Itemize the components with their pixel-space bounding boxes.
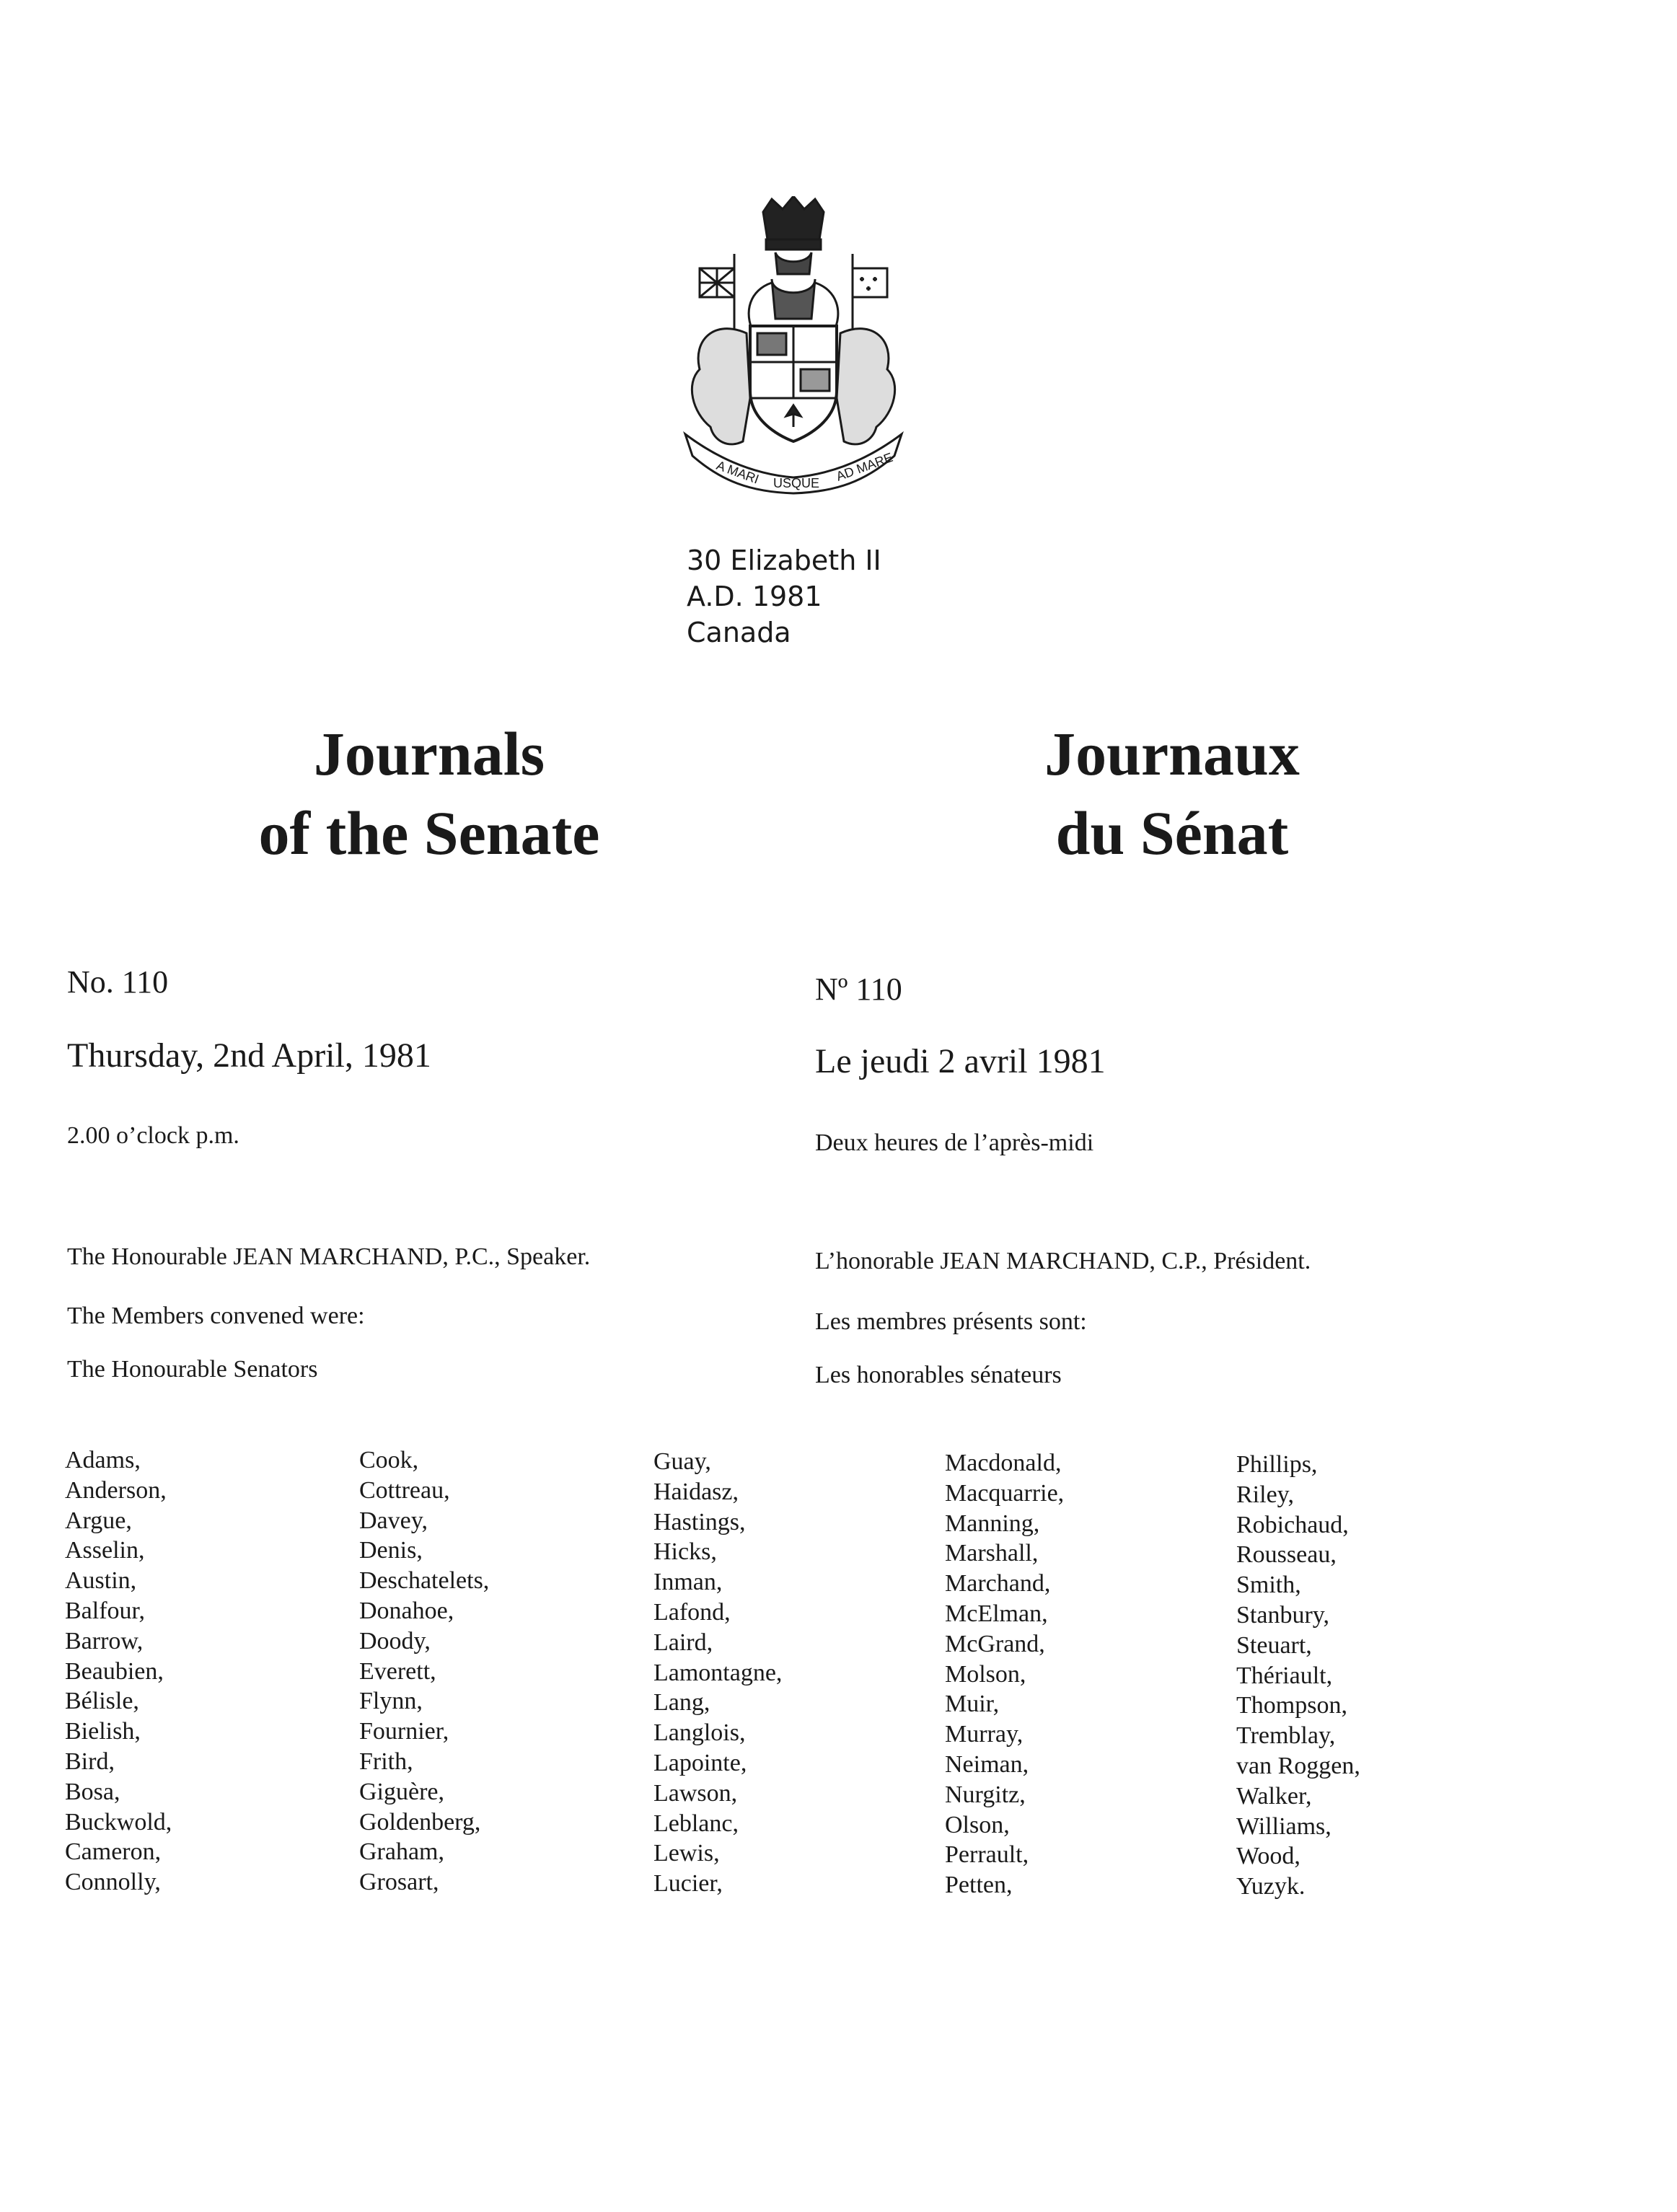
senator-name: Nurgitz, xyxy=(945,1781,1026,1808)
motto-left: A MARI xyxy=(714,457,761,487)
senator-name: Marshall, xyxy=(945,1540,1039,1567)
senator-name: Lawson, xyxy=(653,1779,738,1807)
senator-name: Bielish, xyxy=(65,1718,141,1745)
speaker-english: The Honourable JEAN MARCHAND, P.C., Speaker. xyxy=(67,1243,591,1270)
senator-name: Hicks, xyxy=(653,1538,717,1566)
senator-name: Rousseau, xyxy=(1236,1541,1337,1569)
senators-heading-english: The Honourable Senators xyxy=(67,1356,318,1383)
senator-name: Grosart, xyxy=(359,1869,439,1896)
senator-name: van Roggen, xyxy=(1236,1752,1360,1779)
senator-name: Graham, xyxy=(359,1838,445,1866)
title-english xyxy=(180,714,678,873)
senator-name: Yuzyk. xyxy=(1236,1873,1306,1900)
coat-of-arms-emblem xyxy=(671,196,916,499)
senator-name: Donahoe, xyxy=(359,1597,454,1624)
senator-name: Balfour, xyxy=(65,1597,145,1624)
senator-name: Hastings, xyxy=(653,1508,746,1535)
senator-name: Leblanc, xyxy=(653,1810,739,1837)
senator-name: Lewis, xyxy=(653,1840,720,1867)
senators-column-1 xyxy=(65,1445,172,1898)
title-french-line-2: du Sénat xyxy=(1055,798,1289,868)
senator-name: Beaubien, xyxy=(65,1657,164,1685)
senator-name: Riley, xyxy=(1236,1481,1294,1508)
senator-name: Stanbury, xyxy=(1236,1601,1330,1629)
senator-name: Flynn, xyxy=(359,1688,423,1715)
senator-name: Deschatelets, xyxy=(359,1567,490,1595)
senator-name: Murray, xyxy=(945,1721,1024,1748)
senator-name: Petten, xyxy=(945,1872,1013,1899)
senator-name: Wood, xyxy=(1236,1843,1300,1870)
senator-name: Lamontagne, xyxy=(653,1659,783,1686)
senator-name: Argue, xyxy=(65,1507,132,1534)
title-french-line-1: Journaux xyxy=(1044,719,1300,788)
senator-name: Smith, xyxy=(1236,1572,1301,1599)
senator-name: Molson, xyxy=(945,1660,1026,1688)
senator-name: Barrow, xyxy=(65,1627,144,1654)
issue-number-english: No. 110 xyxy=(67,964,169,1000)
senator-name: Williams, xyxy=(1236,1812,1332,1840)
senator-name: Everett, xyxy=(359,1657,436,1685)
regnal-year: 30 Elizabeth II xyxy=(687,545,881,576)
senator-name: Steuart, xyxy=(1236,1631,1312,1659)
senators-column-5 xyxy=(1236,1450,1360,1902)
senator-name: Perrault, xyxy=(945,1841,1029,1869)
senator-name: Bird, xyxy=(65,1748,115,1775)
title-english-line-2: of the Senate xyxy=(258,798,600,868)
senator-name: Cameron, xyxy=(65,1838,162,1866)
senator-name: Lapointe, xyxy=(653,1749,747,1776)
senator-name: Doody, xyxy=(359,1627,431,1654)
senator-name: Neiman, xyxy=(945,1750,1029,1778)
sitting-time-english: 2.00 o’clock p.m. xyxy=(67,1122,239,1149)
sitting-time-french: Deux heures de l’après-midi xyxy=(815,1129,1094,1156)
senator-name: McGrand, xyxy=(945,1630,1045,1657)
senator-name: Goldenberg, xyxy=(359,1808,481,1836)
senator-name: Macquarrie, xyxy=(945,1479,1065,1507)
senator-name: Denis, xyxy=(359,1537,423,1564)
senator-name: Lafond, xyxy=(653,1598,731,1626)
senator-name: Cottreau, xyxy=(359,1476,450,1504)
senator-name: McElman, xyxy=(945,1600,1048,1627)
senator-name: Marchand, xyxy=(945,1570,1051,1598)
sitting-date-english: Thursday, 2nd April, 1981 xyxy=(67,1036,431,1075)
senator-name: Connolly, xyxy=(65,1869,161,1896)
anno-domini: A.D. 1981 xyxy=(687,581,822,612)
senators-column-3 xyxy=(653,1447,782,1899)
senator-name: Bélisle, xyxy=(65,1688,139,1715)
senator-name: Langlois, xyxy=(653,1719,746,1747)
senator-name: Lang, xyxy=(653,1689,710,1717)
senator-name: Olson, xyxy=(945,1811,1010,1838)
senator-name: Thériault, xyxy=(1236,1662,1333,1689)
senator-name: Cook, xyxy=(359,1447,419,1473)
senator-name: Inman, xyxy=(653,1569,723,1596)
issue-number-french: Nº 110 xyxy=(815,971,902,1007)
motto-center: USQUE xyxy=(773,476,820,490)
senator-name: Robichaud, xyxy=(1236,1511,1349,1538)
senator-name: Davey, xyxy=(359,1507,428,1534)
senator-name: Fournier, xyxy=(359,1718,449,1745)
senators-heading-french: Les honorables sénateurs xyxy=(815,1362,1062,1388)
convened-english: The Members convened were: xyxy=(67,1303,365,1329)
senator-name: Bosa, xyxy=(65,1778,120,1805)
title-english-line-1: Journals xyxy=(313,719,545,788)
reign-block xyxy=(687,542,881,651)
senator-name: Asselin, xyxy=(65,1537,145,1564)
senator-name: Laird, xyxy=(653,1629,713,1656)
convened-french: Les membres présents sont: xyxy=(815,1308,1087,1335)
senator-name: Phillips, xyxy=(1236,1451,1318,1478)
senator-name: Tremblay, xyxy=(1236,1722,1336,1750)
speaker-french: L’honorable JEAN MARCHAND, C.P., Président. xyxy=(815,1248,1311,1274)
senator-name: Lucier, xyxy=(653,1870,723,1898)
sitting-date-french: Le jeudi 2 avril 1981 xyxy=(815,1042,1106,1080)
senator-name: Giguère, xyxy=(359,1778,445,1805)
senator-name: Thompson, xyxy=(1236,1692,1347,1719)
senator-name: Anderson, xyxy=(65,1476,167,1504)
senator-name: Austin, xyxy=(65,1567,137,1595)
country: Canada xyxy=(687,617,791,648)
senator-name: Manning, xyxy=(945,1510,1040,1537)
title-french xyxy=(923,714,1421,873)
motto-right: AD MARE xyxy=(834,449,895,484)
senators-column-2 xyxy=(359,1445,489,1898)
senator-name: Haidasz, xyxy=(653,1478,739,1505)
senator-name: Guay, xyxy=(653,1448,711,1475)
senator-name: Macdonald, xyxy=(945,1450,1062,1476)
senators-column-4 xyxy=(945,1448,1064,1900)
senator-name: Adams, xyxy=(65,1447,141,1473)
senator-name: Buckwold, xyxy=(65,1808,172,1836)
senator-name: Walker, xyxy=(1236,1782,1312,1810)
senator-name: Muir, xyxy=(945,1691,1000,1718)
senator-name: Frith, xyxy=(359,1748,413,1775)
